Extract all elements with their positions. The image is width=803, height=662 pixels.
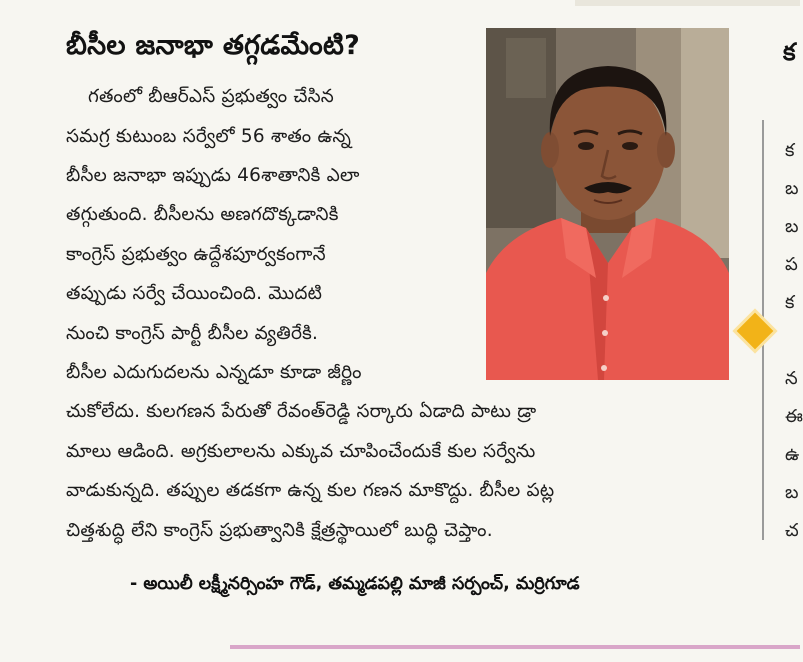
article-line-7: నుంచి కాంగ్రెస్ పార్టీ బీసీల వ్యతిరేకి.	[66, 323, 319, 344]
portrait-photo	[486, 28, 729, 380]
article-byline: - అయిలీ లక్ష్మీనర్సింహ గౌడ్, తమ్మడపల్లి మాజీ సర్పంచ్, మర్రిగూడ	[130, 574, 580, 594]
right-column-char: క	[785, 292, 795, 313]
article-line-10: మాలు ఆడింది. అగ్రకులాలను ఎక్కువ చూపించేందుకే కుల సర్వేను	[66, 441, 536, 462]
right-column-char: ప	[785, 254, 798, 275]
article-line-4: తగ్గుతుంది. బీసీలను అణగదొక్కడానికి	[66, 204, 339, 225]
right-column-char: బ	[785, 178, 799, 199]
top-cut-strip	[0, 0, 800, 10]
right-column-heading: క	[783, 38, 796, 66]
right-column-char: చ	[785, 520, 799, 541]
article-headline: బీసీల జనాభా తగ్గడమేంటి?	[66, 30, 361, 61]
article-line-1: గతంలో బీఆర్ఎస్ ప్రభుత్వం చేసిన	[88, 86, 334, 107]
right-column-char: బ	[785, 482, 799, 503]
article-line-11: వాడుకున్నది. తప్పుల తడకగా ఉన్న కుల గణన మాకొద్దు. బీసీల పట్ల	[66, 480, 555, 501]
top-right-cut-block	[575, 0, 800, 6]
right-column-char: బ	[785, 216, 799, 237]
article-line-5: కాంగ్రెస్ ప్రభుత్వం ఉద్దేశపూర్వకంగానే	[66, 244, 326, 265]
right-column-char: న	[785, 368, 798, 389]
article-line-3: బీసీల జనాభా ఇప్పుడు 46శాతానికి ఎలా	[66, 165, 360, 186]
article-line-12: చిత్తశుద్ధి లేని కాంగ్రెస్ ప్రభుత్వానికి క్షేత్రస్థాయిలో బుద్ధి చెప్తాం.	[66, 520, 493, 541]
article-line-9: చుకోలేదు. కులగణన పేరుతో రేవంత్‌రెడ్డి సర్కారు ఏడాది పాటు డ్రా	[66, 401, 537, 422]
diamond-ornament-icon	[737, 313, 774, 350]
right-column-char: క	[785, 140, 795, 161]
article-line-2: సమగ్ర కుటుంబ సర్వేలో 56 శాతం ఉన్న	[66, 126, 352, 147]
article-line-6: తప్పుడు సర్వే చేయించింది. మొదటి	[66, 283, 323, 304]
right-column-char: ఉ	[785, 444, 800, 465]
bottom-divider	[230, 645, 800, 649]
article-line-8: బీసీల ఎదుగుదలను ఎన్నడూ కూడా జీర్ణిం	[66, 362, 362, 383]
right-column-char: ఈ	[785, 406, 803, 427]
